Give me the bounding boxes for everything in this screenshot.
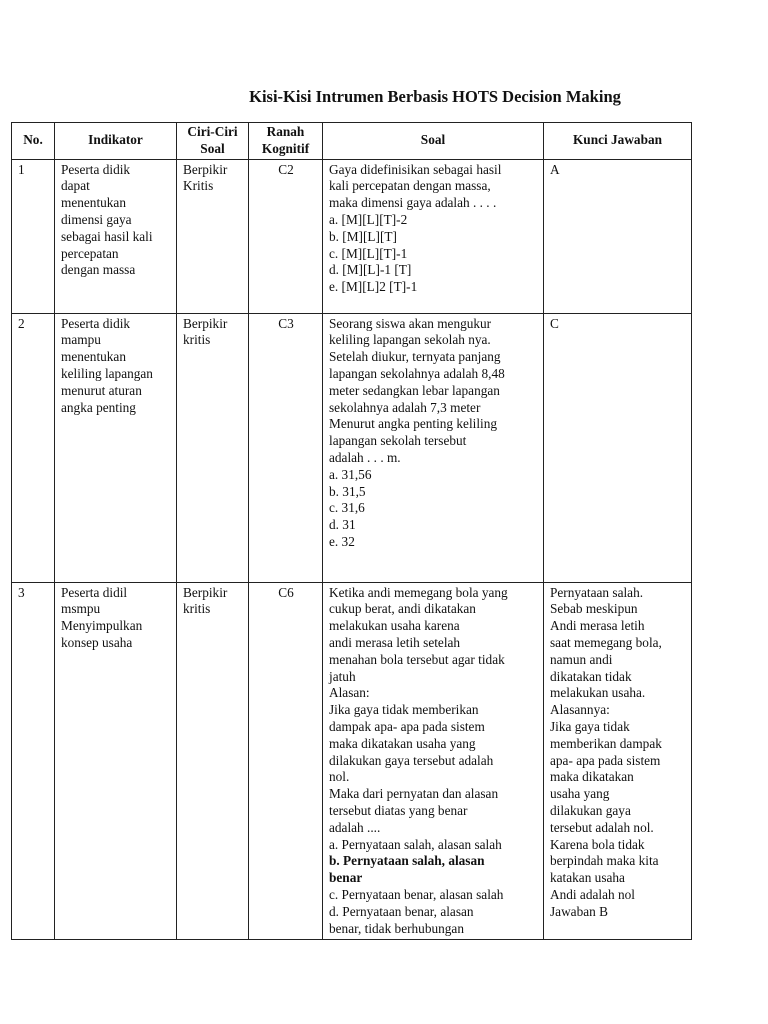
text-line: dilakukan gaya — [550, 802, 631, 818]
text-line: dimensi gaya — [61, 211, 132, 227]
text-line: e. [M][L]2 [T]-1 — [329, 279, 418, 295]
text-line: angka penting — [61, 399, 136, 415]
text-line: adalah .... — [329, 819, 381, 835]
text-line: Berpikir — [183, 161, 228, 177]
text-line: Berpikir — [183, 584, 228, 600]
cell-soal — [323, 159, 544, 313]
text-line: a. [M][L][T]-2 — [329, 211, 408, 227]
text-line: menentukan — [61, 195, 126, 211]
text-line: lapangan sekolah tersebut — [329, 433, 467, 449]
text-line: A — [550, 161, 560, 177]
text-line: dilakukan gaya tersebut adalah — [329, 752, 494, 768]
text-line: andi merasa letih setelah — [329, 634, 461, 650]
text-line: c. Pernyataan benar, alasan salah — [329, 886, 504, 902]
text-line: apa- apa pada sistem — [550, 752, 661, 768]
text-line: Alasan: — [329, 685, 370, 701]
text-line: percepatan — [61, 245, 119, 261]
text-line: dikatakan tidak — [550, 668, 632, 684]
text-line: jatuh — [329, 668, 356, 684]
text-line: maka dimensi gaya adalah . . . . — [329, 195, 497, 211]
cell-kunci-jawaban — [544, 159, 692, 313]
cell-soal — [323, 313, 544, 582]
text-line: Peserta didik — [61, 315, 131, 331]
header-ciri-line2: Soal — [200, 140, 225, 156]
text-line: konsep usaha — [61, 634, 133, 650]
cell-kunci-jawaban — [544, 582, 692, 940]
text-line: Andi adalah nol — [550, 886, 635, 902]
text-line: nol. — [329, 769, 350, 785]
text-line: benar — [329, 870, 363, 886]
text-line: lapangan sekolahnya adalah 8,48 — [329, 365, 505, 381]
text-line: sebagai hasil kali — [61, 228, 153, 244]
text-line: d. 31 — [329, 517, 356, 533]
text-line: keliling lapangan — [61, 365, 153, 381]
text-line: Seorang siswa akan mengukur — [329, 315, 492, 331]
text-line: melakukan usaha karena — [329, 618, 460, 634]
text-line: b. 31,5 — [329, 483, 366, 499]
text-line: a. 31,56 — [329, 466, 372, 482]
cell-kunci-jawaban — [544, 313, 692, 582]
table-row — [12, 313, 692, 582]
cell-no: 1 — [12, 159, 55, 313]
cell-soal — [323, 582, 544, 940]
header-indikator: Indikator — [55, 123, 177, 160]
text-line: e. 32 — [329, 533, 355, 549]
text-line: maka dikatakan usaha yang — [329, 735, 476, 751]
text-line: meter sedangkan lebar lapangan — [329, 382, 500, 398]
text-line: adalah . . . m. — [329, 449, 401, 465]
text-line: Peserta didik — [61, 161, 131, 177]
text-line: Alasannya: — [550, 702, 610, 718]
text-line: menahan bola tersebut agar tidak — [329, 651, 505, 667]
text-line: melakukan usaha. — [550, 685, 646, 701]
text-line: dengan massa — [61, 262, 136, 278]
text-line: Menyimpulkan — [61, 618, 143, 634]
text-line: Ketika andi memegang bola yang — [329, 584, 508, 600]
cell-indikator — [55, 313, 177, 582]
text-line: Jawaban B — [550, 903, 608, 919]
text-line: usaha yang — [550, 786, 610, 802]
text-line: b. [M][L][T] — [329, 228, 397, 244]
header-soal: Soal — [323, 123, 544, 160]
cell-ranah-kognitif: C2 — [249, 159, 323, 313]
cell-ranah-kognitif: C3 — [249, 313, 323, 582]
text-line: a. Pernyataan salah, alasan salah — [329, 836, 502, 852]
text-line: Sebab meskipun — [550, 601, 638, 617]
table-row — [12, 582, 692, 940]
text-line: cukup berat, andi dikatakan — [329, 601, 476, 617]
cell-indikator — [55, 582, 177, 940]
cell-ciri-ciri-soal — [177, 582, 249, 940]
text-line: memberikan dampak — [550, 735, 662, 751]
text-line: Karena bola tidak — [550, 836, 645, 852]
text-line: Jika gaya tidak — [550, 718, 630, 734]
header-row — [12, 123, 692, 160]
document-title: Kisi-Kisi Intrumen Berbasis HOTS Decision Making — [249, 87, 621, 106]
text-line: d. Pernyataan benar, alasan — [329, 903, 474, 919]
header-no: No. — [12, 123, 55, 160]
text-line: Berpikir — [183, 315, 228, 331]
text-line: Jika gaya tidak memberikan — [329, 702, 479, 718]
table-row — [12, 159, 692, 313]
text-line: C — [550, 315, 559, 331]
header-ciri-ciri-soal — [177, 123, 249, 160]
text-line: maka dikatakan — [550, 769, 634, 785]
text-line: tersebut diatas yang benar — [329, 802, 468, 818]
text-line: Pernyataan salah. — [550, 584, 644, 600]
text-line: Peserta didil — [61, 584, 128, 600]
text-line: kritis — [183, 332, 211, 348]
text-line: Setelah diukur, ternyata panjang — [329, 349, 501, 365]
text-line: Andi merasa letih — [550, 618, 645, 634]
header-ranah-line2: Kognitif — [261, 140, 310, 156]
header-kunci-jawaban: Kunci Jawaban — [544, 123, 692, 160]
text-line: Kritis — [183, 178, 214, 194]
text-line: sekolahnya adalah 7,3 meter — [329, 399, 481, 415]
text-line: dapat — [61, 178, 90, 194]
text-line: b. Pernyataan salah, alasan — [329, 853, 485, 869]
text-line: menurut aturan — [61, 382, 142, 398]
text-line: mampu — [61, 332, 101, 348]
text-line: dampak apa- apa pada sistem — [329, 718, 485, 734]
text-line: c. 31,6 — [329, 500, 365, 516]
cell-ranah-kognitif: C6 — [249, 582, 323, 940]
text-line: berpindah maka kita — [550, 853, 659, 869]
cell-ciri-ciri-soal — [177, 159, 249, 313]
text-line: tersebut adalah nol. — [550, 819, 654, 835]
text-line: c. [M][L][T]-1 — [329, 245, 408, 261]
text-line: kritis — [183, 601, 211, 617]
text-line: Menurut angka penting keliling — [329, 416, 498, 432]
text-line: benar, tidak berhubungan — [329, 920, 464, 936]
text-line: Gaya didefinisikan sebagai hasil — [329, 161, 502, 177]
text-line: saat memegang bola, — [550, 634, 662, 650]
cell-no: 3 — [12, 582, 55, 940]
text-line: Maka dari pernyatan dan alasan — [329, 786, 499, 802]
text-line: namun andi — [550, 651, 613, 667]
text-line: msmpu — [61, 601, 101, 617]
cell-no: 2 — [12, 313, 55, 582]
text-line: kali percepatan dengan massa, — [329, 178, 491, 194]
header-ciri-line1: Ciri-Ciri — [187, 124, 238, 139]
header-ranah-kognitif — [249, 123, 323, 160]
text-line: d. [M][L]-1 [T] — [329, 262, 412, 278]
text-line: keliling lapangan sekolah nya. — [329, 332, 491, 348]
text-line: katakan usaha — [550, 870, 625, 886]
cell-indikator — [55, 159, 177, 313]
header-ranah-line1: Ranah — [266, 124, 305, 139]
text-line: menentukan — [61, 349, 126, 365]
cell-ciri-ciri-soal — [177, 313, 249, 582]
kisi-kisi-table — [11, 122, 692, 940]
